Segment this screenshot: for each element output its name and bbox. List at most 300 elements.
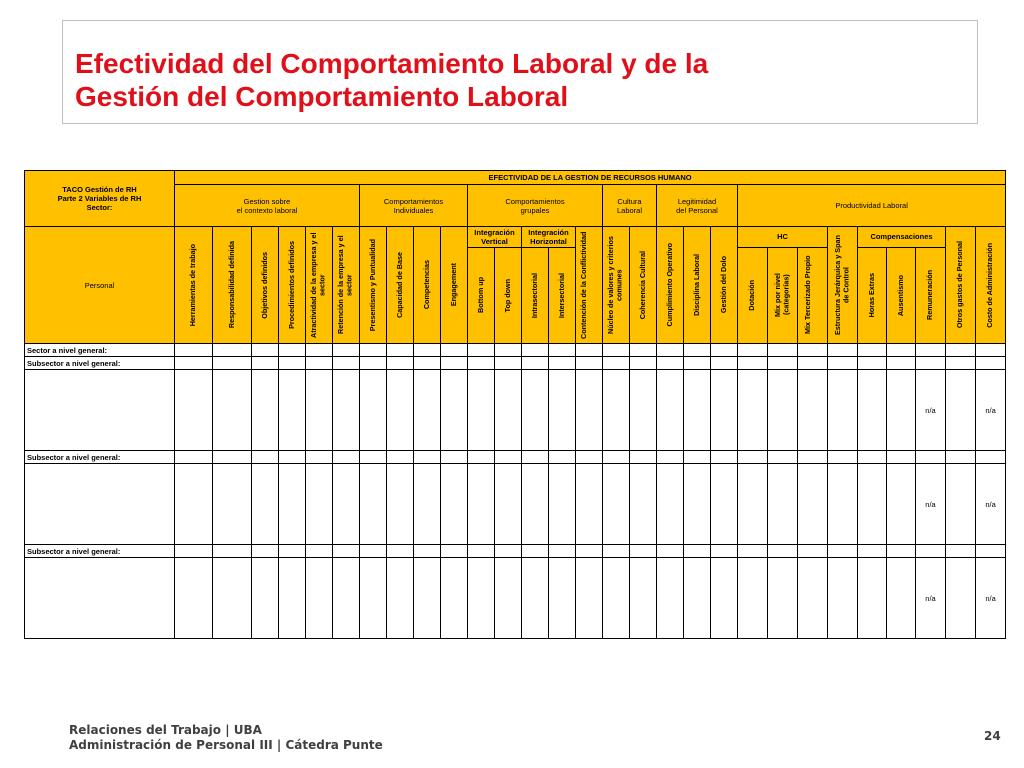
na-cell: n/a (976, 370, 1006, 451)
table-cell[interactable] (468, 545, 495, 558)
group-cultura-line1: Cultura (617, 196, 642, 206)
table-cell[interactable] (976, 344, 1006, 357)
table-cell[interactable] (768, 451, 798, 464)
table-cell[interactable] (360, 464, 387, 545)
col-header-16 (603, 227, 630, 344)
table-cell[interactable] (630, 370, 657, 451)
table-cell[interactable] (252, 370, 279, 451)
table-cell[interactable] (279, 451, 306, 464)
table-cell[interactable] (657, 344, 684, 357)
row-label-subsector-2: Subsector a nivel general: (25, 451, 175, 464)
col-label-8: Capacidad de Base (394, 252, 404, 318)
table-cell[interactable] (549, 370, 576, 451)
table-cell[interactable] (252, 545, 279, 558)
col-header-18 (657, 227, 684, 344)
table-cell[interactable] (414, 545, 441, 558)
table-cell[interactable] (684, 370, 711, 451)
table-cell[interactable] (333, 558, 360, 639)
table-cell[interactable] (306, 344, 333, 357)
table-cell[interactable] (279, 545, 306, 558)
row-label-blank (25, 370, 175, 451)
col-header-25 (858, 247, 887, 343)
col-label-27: Remuneración (925, 270, 935, 321)
table-cell[interactable] (946, 464, 976, 545)
table-cell[interactable] (414, 344, 441, 357)
group-comp-grup-line1: Comportamientos (505, 196, 565, 206)
group-compensaciones: Compensaciones (858, 227, 946, 248)
table-cell[interactable] (711, 545, 738, 558)
table-cell[interactable] (175, 464, 213, 545)
table-cell[interactable] (858, 464, 887, 545)
table-cell[interactable] (279, 370, 306, 451)
table-cell[interactable] (279, 464, 306, 545)
table-cell[interactable] (360, 558, 387, 639)
col-header-20 (711, 227, 738, 344)
table-cell[interactable] (768, 357, 798, 370)
table-cell[interactable] (387, 357, 414, 370)
table-cell[interactable] (684, 357, 711, 370)
table-cell[interactable] (738, 545, 768, 558)
table-row (25, 451, 1006, 464)
col-header-9 (414, 227, 441, 344)
table-cell[interactable] (657, 464, 684, 545)
table-cell[interactable] (414, 558, 441, 639)
col-header-8 (387, 227, 414, 344)
table-cell[interactable] (549, 451, 576, 464)
table-cell[interactable] (414, 451, 441, 464)
table-cell[interactable] (946, 370, 976, 451)
table-cell[interactable] (711, 344, 738, 357)
table-cell[interactable] (360, 545, 387, 558)
page-title (75, 47, 708, 113)
table-cell[interactable] (684, 344, 711, 357)
table-cell[interactable] (576, 464, 603, 545)
corner-line-2: Parte 2 Variables de RH (57, 194, 142, 203)
table-cell[interactable] (468, 558, 495, 639)
table-cell[interactable] (175, 344, 213, 357)
row-label-blank (25, 558, 175, 639)
table-cell[interactable] (387, 344, 414, 357)
col-header-26 (887, 247, 916, 343)
table-cell[interactable] (576, 370, 603, 451)
col-label-19: Disciplina Laboral (691, 254, 701, 316)
taco-table-container (24, 170, 998, 652)
col-label-5: Atractividad de la empresa y el sector (309, 232, 327, 338)
table-row (25, 558, 1006, 639)
table-cell[interactable] (306, 451, 333, 464)
col-label-29: Costo de Administración (985, 242, 995, 328)
table-cell[interactable] (828, 344, 858, 357)
table-cell[interactable] (946, 558, 976, 639)
taco-table (24, 170, 1006, 639)
table-cell[interactable] (252, 451, 279, 464)
table-cell[interactable] (175, 451, 213, 464)
table-cell[interactable] (828, 370, 858, 451)
table-cell[interactable] (976, 451, 1006, 464)
table-cell[interactable] (576, 357, 603, 370)
table-cell[interactable] (738, 357, 768, 370)
table-cell[interactable] (360, 344, 387, 357)
table-cell[interactable] (213, 464, 252, 545)
na-cell: n/a (916, 558, 946, 639)
col-label-13: Intrasectorial (529, 272, 539, 318)
table-cell[interactable] (916, 545, 946, 558)
col-label-25: Horas Extras (866, 273, 876, 318)
table-cell[interactable] (279, 344, 306, 357)
table-cell[interactable] (711, 370, 738, 451)
group-legitimidad-line1: Legitimidad (677, 196, 717, 206)
table-cell[interactable] (603, 464, 630, 545)
table-cell[interactable] (441, 464, 468, 545)
table-cell[interactable] (858, 451, 887, 464)
na-cell: n/a (976, 464, 1006, 545)
table-cell[interactable] (252, 464, 279, 545)
table-cell[interactable] (522, 451, 549, 464)
table-cell[interactable] (333, 370, 360, 451)
table-cell[interactable] (279, 558, 306, 639)
table-cell[interactable] (333, 545, 360, 558)
table-cell[interactable] (441, 370, 468, 451)
col-header-7 (360, 227, 387, 344)
table-cell[interactable] (468, 451, 495, 464)
col-header-29 (976, 227, 1006, 344)
table-cell[interactable] (858, 558, 887, 639)
table-cell[interactable] (798, 558, 828, 639)
table-cell[interactable] (213, 558, 252, 639)
col-header-27 (916, 247, 946, 343)
table-cell[interactable] (549, 545, 576, 558)
table-cell[interactable] (768, 464, 798, 545)
col-header-3 (252, 227, 279, 344)
int-horizontal-line2: Horizontal (530, 236, 567, 246)
table-cell[interactable] (441, 558, 468, 639)
footer (69, 723, 383, 753)
col-label-14: Intersectorial (556, 272, 566, 318)
group-comp-grup (468, 185, 603, 227)
table-cell[interactable] (213, 357, 252, 370)
col-header-10 (441, 227, 468, 344)
table-cell[interactable] (798, 451, 828, 464)
table-cell[interactable] (252, 558, 279, 639)
table-cell[interactable] (887, 451, 916, 464)
col-header-22 (768, 247, 798, 343)
table-cell[interactable] (946, 344, 976, 357)
table-cell[interactable] (738, 558, 768, 639)
col-label-11: Bottom up (475, 277, 485, 314)
table-cell[interactable] (858, 344, 887, 357)
table-cell[interactable] (946, 451, 976, 464)
table-cell[interactable] (684, 558, 711, 639)
col-label-3: Objetivos definidos (259, 251, 269, 319)
table-cell[interactable] (576, 545, 603, 558)
table-cell[interactable] (630, 558, 657, 639)
table-cell[interactable] (684, 451, 711, 464)
top-header: EFECTIVIDAD DE LA GESTION DE RECURSOS HUMANO (175, 171, 1006, 185)
table-cell[interactable] (522, 545, 549, 558)
table-cell[interactable] (711, 558, 738, 639)
title-line-1: Efectividad del Comportamiento Laboral y de la (75, 48, 709, 79)
table-cell[interactable] (887, 558, 916, 639)
table-cell[interactable] (768, 344, 798, 357)
col-label-17: Coherencia Cultural (637, 250, 647, 320)
table-cell[interactable] (768, 370, 798, 451)
table-cell[interactable] (360, 451, 387, 464)
table-cell[interactable] (603, 357, 630, 370)
table-cell[interactable] (495, 464, 522, 545)
table-cell[interactable] (828, 558, 858, 639)
table-cell[interactable] (798, 545, 828, 558)
group-comp-ind-line1: Comportamientos (383, 196, 444, 206)
table-cell[interactable] (798, 464, 828, 545)
table-cell[interactable] (360, 357, 387, 370)
col-header-6 (333, 227, 360, 344)
table-cell[interactable] (333, 451, 360, 464)
col-label-21: Dotación (747, 280, 757, 311)
table-cell[interactable] (387, 464, 414, 545)
table-cell[interactable] (333, 464, 360, 545)
table-cell[interactable] (414, 370, 441, 451)
col-label-20: Gestión del Dolo (718, 256, 728, 314)
table-cell[interactable] (711, 464, 738, 545)
table-cell[interactable] (576, 451, 603, 464)
table-cell[interactable] (468, 357, 495, 370)
table-cell[interactable] (711, 357, 738, 370)
table-cell[interactable] (549, 344, 576, 357)
col-label-6: Retención de la empresa y el sector (336, 235, 354, 335)
table-cell[interactable] (858, 370, 887, 451)
col-header-17 (630, 227, 657, 344)
table-cell[interactable] (887, 344, 916, 357)
table-cell[interactable] (738, 344, 768, 357)
col-header-4 (279, 227, 306, 344)
table-cell[interactable] (441, 451, 468, 464)
table-cell[interactable] (887, 370, 916, 451)
table-cell[interactable] (711, 451, 738, 464)
col-header-21 (738, 247, 768, 343)
table-cell[interactable] (522, 357, 549, 370)
col-label-12: Top down (502, 278, 512, 313)
group-cultura-line2: Laboral (616, 205, 643, 215)
table-cell[interactable] (213, 451, 252, 464)
footer-line-2: Administración de Personal III | Cátedra Punte (69, 738, 383, 752)
col-header-24 (828, 227, 858, 344)
col-header-5 (306, 227, 333, 344)
table-cell[interactable] (657, 370, 684, 451)
col-label-28: Otros gastos de Personal (955, 241, 965, 329)
table-cell[interactable] (946, 357, 976, 370)
int-vertical-line1: Integración (474, 227, 515, 237)
col-label-2: Responsabilidad definida (226, 241, 236, 329)
table-cell[interactable] (657, 357, 684, 370)
table-cell[interactable] (175, 357, 213, 370)
table-cell[interactable] (630, 545, 657, 558)
group-cultura (603, 185, 657, 227)
row-label-subsector-3: Subsector a nivel general: (25, 545, 175, 558)
table-cell[interactable] (603, 344, 630, 357)
table-cell[interactable] (603, 558, 630, 639)
col-label-9: Competencias (421, 260, 431, 310)
table-cell[interactable] (468, 370, 495, 451)
table-cell[interactable] (603, 451, 630, 464)
table-cell[interactable] (495, 558, 522, 639)
col-label-1: Herramientas de trabajo (188, 243, 198, 327)
title-box (62, 20, 978, 124)
table-cell[interactable] (495, 370, 522, 451)
group-gestion-line1: Gestion sobre (243, 196, 291, 206)
table-cell[interactable] (738, 451, 768, 464)
table-cell[interactable] (946, 545, 976, 558)
table-cell[interactable] (387, 370, 414, 451)
col-label-24: Estructura Jerárquica y Span de Control (832, 235, 850, 335)
footer-line-1: Relaciones del Trabajo | UBA (69, 723, 262, 737)
table-cell[interactable] (175, 558, 213, 639)
table-cell[interactable] (306, 558, 333, 639)
table-cell[interactable] (657, 451, 684, 464)
group-legitimidad-line2: del Personal (676, 205, 718, 215)
group-comp-grup-line2: grupales (520, 205, 550, 215)
table-cell[interactable] (976, 545, 1006, 558)
na-cell: n/a (916, 464, 946, 545)
table-cell[interactable] (738, 370, 768, 451)
table-cell[interactable] (468, 344, 495, 357)
table-cell[interactable] (522, 464, 549, 545)
corner-header (25, 171, 175, 227)
table-cell[interactable] (333, 344, 360, 357)
table-cell[interactable] (549, 357, 576, 370)
col-label-18: Cumplimiento Operativo (664, 243, 674, 327)
col-header-15 (576, 227, 603, 344)
col-header-11 (468, 247, 495, 343)
int-vertical-line2: Vertical (481, 236, 508, 246)
table-cell[interactable] (387, 558, 414, 639)
table-cell[interactable] (684, 464, 711, 545)
table-cell[interactable] (306, 545, 333, 558)
table-cell[interactable] (306, 464, 333, 545)
table-cell[interactable] (887, 464, 916, 545)
table-cell[interactable] (306, 370, 333, 451)
table-cell[interactable] (738, 464, 768, 545)
table-row (25, 370, 1006, 451)
table-cell[interactable] (387, 545, 414, 558)
col-label-7: Presentismo y Puntualidad (367, 238, 377, 332)
table-cell[interactable] (414, 464, 441, 545)
table-cell[interactable] (630, 451, 657, 464)
table-cell[interactable] (798, 370, 828, 451)
table-cell[interactable] (306, 357, 333, 370)
table-cell[interactable] (630, 344, 657, 357)
na-cell: n/a (976, 558, 1006, 639)
table-cell[interactable] (387, 451, 414, 464)
col-label-22: Mix por nivel (categorías) (772, 273, 790, 318)
col-header-2 (213, 227, 252, 344)
table-cell[interactable] (495, 451, 522, 464)
table-row (25, 545, 1006, 558)
table-cell[interactable] (828, 451, 858, 464)
table-cell[interactable] (798, 357, 828, 370)
group-comp-ind-line2: Individuales (393, 205, 434, 215)
col-label-4: Procedimientos definidos (286, 241, 296, 329)
table-cell[interactable] (252, 357, 279, 370)
table-cell[interactable] (887, 357, 916, 370)
table-cell[interactable] (916, 451, 946, 464)
table-cell[interactable] (414, 357, 441, 370)
table-cell[interactable] (495, 344, 522, 357)
col-header-1 (175, 227, 213, 344)
group-int-horizontal (522, 227, 576, 248)
table-cell[interactable] (175, 370, 213, 451)
table-cell[interactable] (916, 344, 946, 357)
table-cell[interactable] (522, 558, 549, 639)
table-cell[interactable] (768, 545, 798, 558)
table-cell[interactable] (468, 464, 495, 545)
table-cell[interactable] (828, 357, 858, 370)
table-cell[interactable] (333, 357, 360, 370)
table-cell[interactable] (549, 558, 576, 639)
table-cell[interactable] (916, 357, 946, 370)
table-cell[interactable] (630, 357, 657, 370)
na-cell: n/a (916, 370, 946, 451)
table-cell[interactable] (252, 344, 279, 357)
corner-line-3: Sector: (86, 203, 113, 212)
table-row (25, 344, 1006, 357)
table-row (25, 357, 1006, 370)
table-cell[interactable] (657, 558, 684, 639)
table-cell[interactable] (828, 545, 858, 558)
table-cell[interactable] (858, 545, 887, 558)
table-cell[interactable] (441, 344, 468, 357)
table-cell[interactable] (522, 370, 549, 451)
table-cell[interactable] (976, 357, 1006, 370)
col-header-23 (798, 247, 828, 343)
table-cell[interactable] (175, 545, 213, 558)
table-cell[interactable] (495, 545, 522, 558)
table-cell[interactable] (828, 464, 858, 545)
table-cell[interactable] (213, 545, 252, 558)
col-label-23: Mix Tercerizado Propio (802, 256, 812, 335)
table-cell[interactable] (798, 344, 828, 357)
col-header-19 (684, 227, 711, 344)
table-cell[interactable] (603, 370, 630, 451)
table-cell[interactable] (279, 357, 306, 370)
table-cell[interactable] (441, 357, 468, 370)
table-cell[interactable] (684, 545, 711, 558)
col-label-15: Contención de la Conflictividad (579, 231, 588, 339)
group-hc: HC (738, 227, 828, 248)
table-cell[interactable] (576, 344, 603, 357)
personal-header: Personal (25, 227, 175, 344)
table-row (25, 464, 1006, 545)
table-cell[interactable] (360, 370, 387, 451)
table-cell[interactable] (522, 344, 549, 357)
table-cell[interactable] (858, 357, 887, 370)
col-label-16: Núcleo de valores y criterios comunes (606, 236, 624, 334)
col-header-12 (495, 247, 522, 343)
table-cell[interactable] (495, 357, 522, 370)
table-cell[interactable] (657, 545, 684, 558)
table-cell[interactable] (576, 558, 603, 639)
col-header-13 (522, 247, 549, 343)
table-cell[interactable] (549, 464, 576, 545)
table-cell[interactable] (213, 344, 252, 357)
table-cell[interactable] (603, 545, 630, 558)
title-line-2: Gestión del Comportamiento Laboral (75, 81, 569, 112)
table-cell[interactable] (630, 464, 657, 545)
table-cell[interactable] (887, 545, 916, 558)
table-cell[interactable] (213, 370, 252, 451)
group-gestion (175, 185, 360, 227)
table-cell[interactable] (441, 545, 468, 558)
table-cell[interactable] (768, 558, 798, 639)
